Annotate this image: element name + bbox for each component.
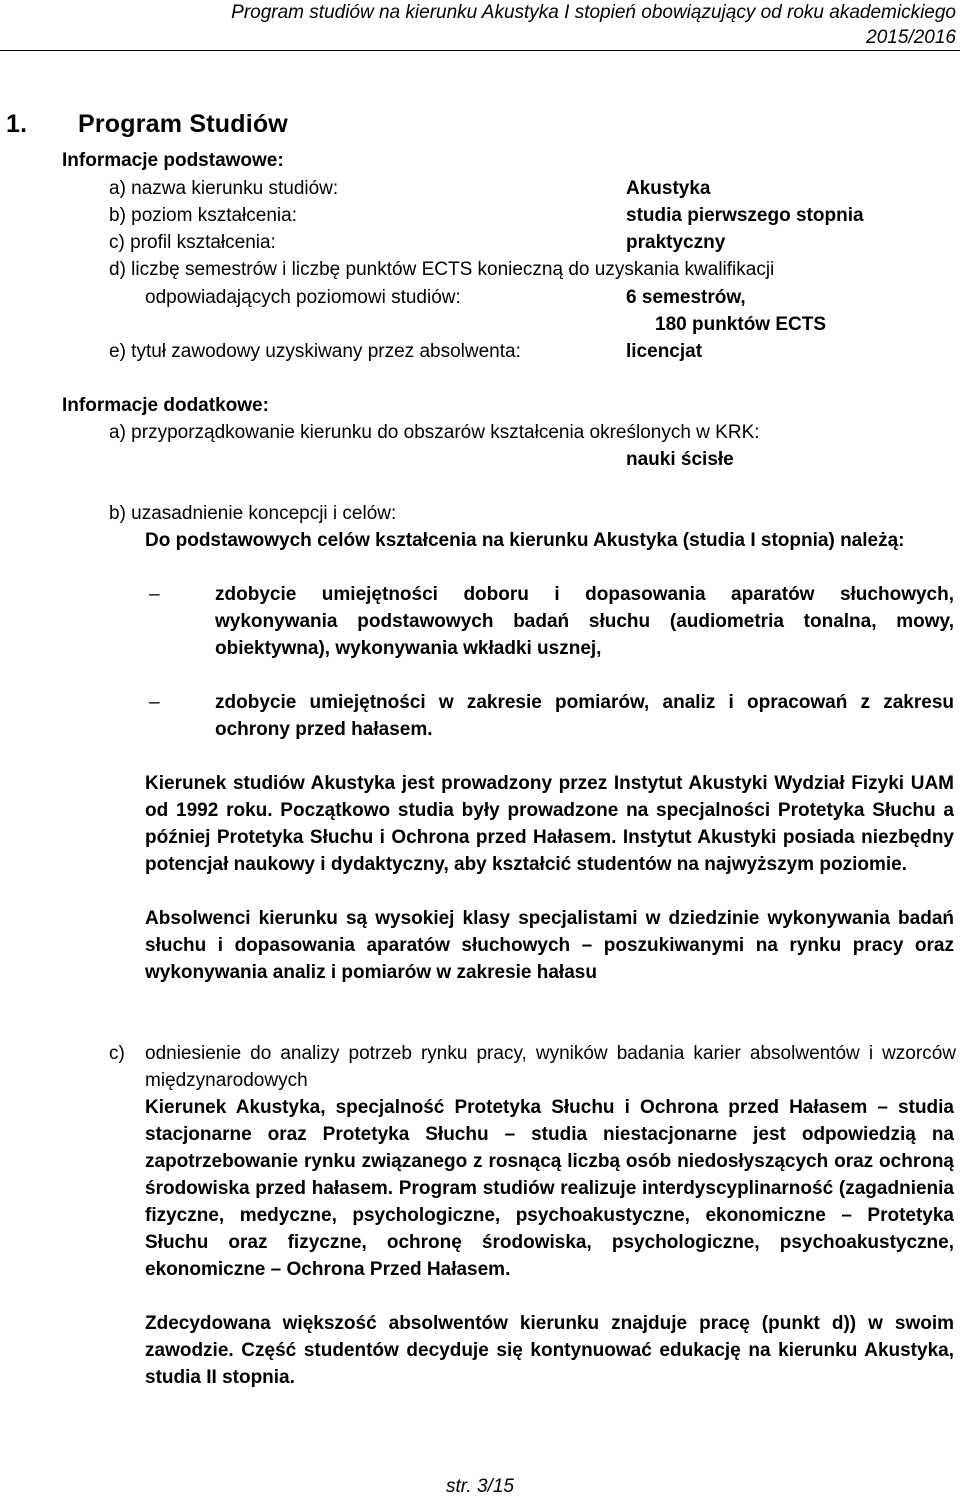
extra-c-paragraph-2: Zdecydowana większość absolwentów kierunku znajduje pracę (punkt d)) w swoim zawodzie. Część studentów decyduje się kontynuować edukację na kierunku Akustyka, studia II stopnia. bbox=[145, 1313, 954, 1388]
basic-c-label: c) profil kształcenia: bbox=[109, 232, 276, 253]
extra-b-intro: Do podstawowych celów kształcenia na kierunku Akustyka (studia I stopnia) należą: bbox=[145, 530, 905, 551]
page-number: str. 3/15 bbox=[446, 1476, 514, 1497]
extra-b-paragraph-2: Absolwenci kierunku są wysokiej klasy specjalistami w dziedzinie wykonywania badań słuchu i dopasowania aparatów słuchowych – poszukiwanymi na rynku pracy oraz wykonywania analiz i pomiarów w zakresie hałasu bbox=[145, 908, 954, 983]
section-number: 1. bbox=[6, 110, 28, 138]
bullet-dash-1: – bbox=[149, 584, 160, 605]
basic-d-label-2: odpowiadających poziomowi studiów: bbox=[145, 287, 461, 308]
extra-a-label: a) przyporządkowanie kierunku do obszarów kształcenia określonych w KRK: bbox=[109, 422, 760, 443]
basic-b-label: b) poziom kształcenia: bbox=[109, 205, 297, 226]
bullet-dash-2: – bbox=[149, 692, 160, 713]
extra-info-heading: Informacje dodatkowe: bbox=[62, 395, 269, 416]
header-line-1: Program studiów na kierunku Akustyka I stopień obowiązujący od roku akademickiego bbox=[231, 2, 956, 23]
section-heading bbox=[6, 110, 288, 139]
basic-e-label: e) tytuł zawodowy uzyskiwany przez absolwenta: bbox=[109, 341, 521, 362]
extra-b-paragraph-1: Kierunek studiów Akustyka jest prowadzony przez Instytut Akustyki Wydział Fizyki UAM od 1992 roku. Początkowo studia były prowadzone na specjalności Protetyka Słuchu a później Protetyka Słuchu i Ochrona przed Hałasem. Instytut Akustyki posiada niezbędny potencjał naukowy i dydaktyczny, aby kształcić studentów na najwyższym poziomie. bbox=[145, 773, 954, 875]
basic-e-value: licencjat bbox=[626, 341, 703, 362]
extra-b-label: b) uzasadnienie koncepcji i celów: bbox=[109, 503, 397, 524]
basic-a-label: a) nazwa kierunku studiów: bbox=[109, 178, 339, 199]
basic-b-value: studia pierwszego stopnia bbox=[626, 205, 864, 226]
extra-c-label-wrap bbox=[109, 1040, 956, 1094]
basic-c-value: praktyczny bbox=[626, 232, 726, 253]
extra-c-label: odniesienie do analizy potrzeb rynku pracy, wyników badania karier absolwentów i wzorców międzynarodowych bbox=[145, 1043, 956, 1091]
extra-a-value: nauki ścisłe bbox=[626, 449, 734, 470]
basic-d-label-1: d) liczbę semestrów i liczbę punktów ECTS konieczną do uzyskania kwalifikacji bbox=[109, 259, 775, 280]
header-line-2: 2015/2016 bbox=[866, 27, 956, 48]
running-header bbox=[0, 0, 960, 51]
section-title: Program Studiów bbox=[78, 110, 288, 138]
extra-c-letter: c) bbox=[109, 1043, 125, 1064]
extra-b-bullet-1: zdobycie umiejętności doboru i dopasowania aparatów słuchowych, wykonywania podstawowych badań słuchu (audiometria tonalna, mowy, obiektywna), wykonywania wkładki usznej, bbox=[215, 584, 954, 659]
basic-a-value: Akustyka bbox=[626, 178, 711, 199]
extra-b-bullet-2: zdobycie umiejętności w zakresie pomiarów, analiz i opracowań z zakresu ochrony przed hałasem. bbox=[215, 692, 954, 740]
extra-c-paragraph-1: Kierunek Akustyka, specjalność Protetyka Słuchu i Ochrona przed Hałasem – studia stacjonarne oraz Protetyka Słuchu – studia niestacjonarne jest odpowiedzią na zapotrzebowanie rynku związanego z rosnącą liczbą osób niedosłyszących oraz ochroną środowiska przed hałasem. Program studiów realizuje interdyscyplinarność (zagadnienia fizyczne, medyczne, psychologiczne, psychoakustyczne, ekonomiczne – Protetyka Słuchu oraz fizyczne, ochronę środowiska, psychologiczne, psychoakustyczne, ekonomiczne – Ochrona Przed Hałasem. bbox=[145, 1097, 954, 1280]
basic-info-heading: Informacje podstawowe: bbox=[62, 150, 284, 171]
basic-d-value-2: 180 punktów ECTS bbox=[655, 314, 827, 335]
basic-d-value-1: 6 semestrów, bbox=[626, 287, 746, 308]
